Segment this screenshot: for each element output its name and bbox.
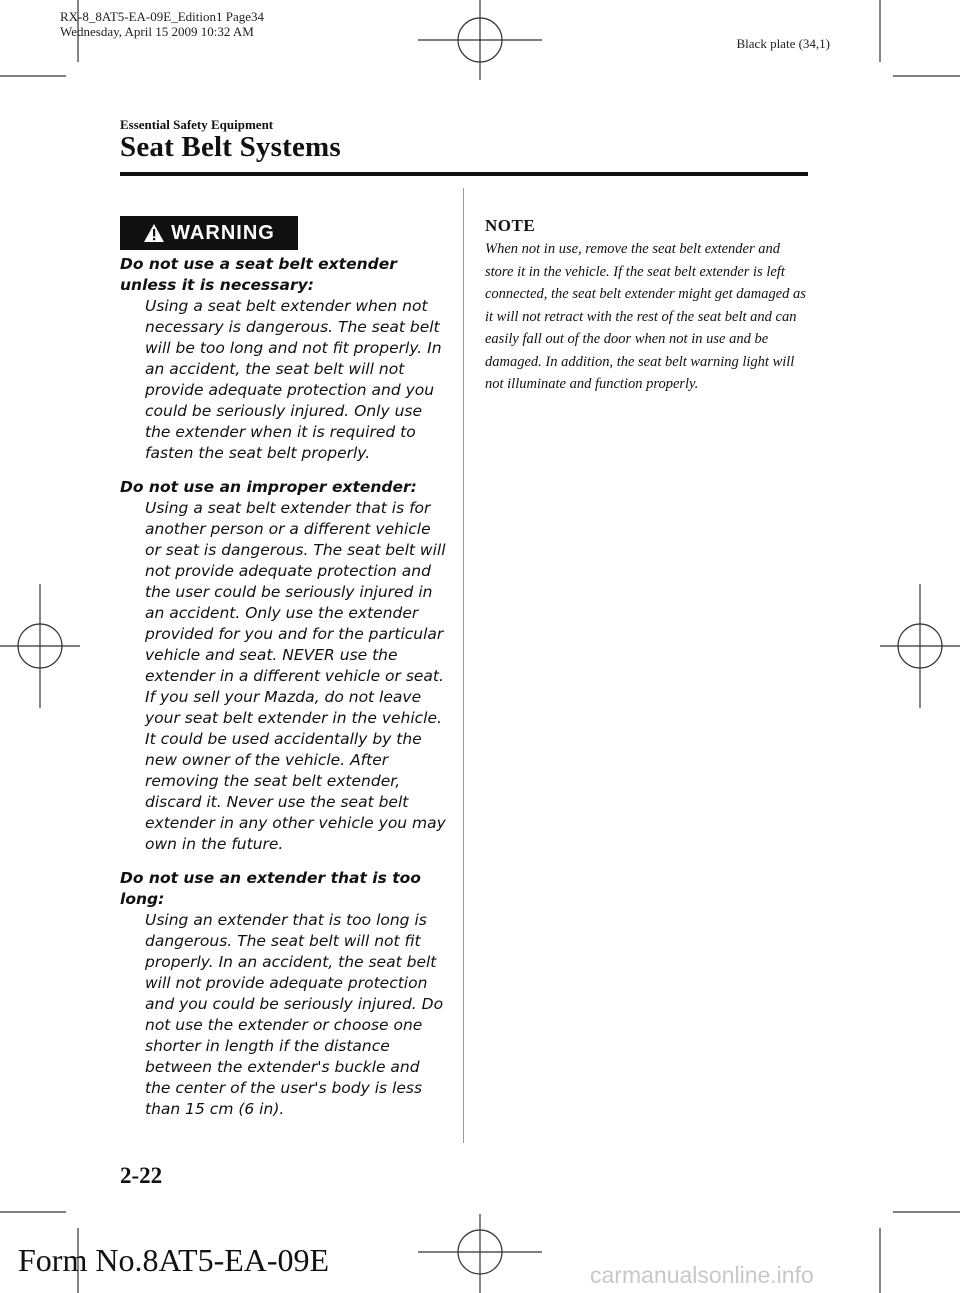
note-section (485, 216, 810, 396)
warning-icon (143, 223, 165, 243)
warning-body: Using an extender that is too long is dangerous. The seat belt will not fit properly. In an accident, the seat belt will not provide adequate protection and you could be seriously injured. Do not use the extender or choose one shorter in length if the distance between the extender's buckle and the center of the user's body is less than 15 cm (6 in). (145, 911, 444, 1118)
file-info (60, 9, 264, 39)
file-name: RX-8_8AT5-EA-09E_Edition1 Page34 (60, 9, 265, 24)
warning-item (120, 477, 448, 855)
note-title: NOTE (485, 216, 536, 235)
plate-label: Black plate (34,1) (736, 36, 830, 51)
warning-item (120, 868, 448, 1120)
warning-body: Using a seat belt extender that is for another person or a different vehicle or seat is dangerous. The seat belt will not provide adequate protection and the user could be seriously injured in an accident. Only use the extender provided for you and for the particular vehicle and seat. NEVER use the extender in a different vehicle or seat. If you sell your Mazda, do not leave your seat belt extender in the vehicle. It could be used accidentally by the new owner of the vehicle. After removing the seat belt extender, discard it. Never use the seat belt extender in any other vehicle you may own in the future. (145, 499, 446, 853)
warning-content (120, 254, 448, 1133)
section-label: Essential Safety Equipment (120, 117, 274, 132)
warning-heading: Do not use a seat belt extender unless it is necessary: (120, 255, 397, 294)
watermark: carmanualsonline.info (590, 1262, 814, 1288)
page-title: Seat Belt Systems (120, 131, 341, 163)
warning-body: Using a seat belt extender when not necessary is dangerous. The seat belt will be too long and not fit properly. In an accident, the seat belt will not provide adequate protection and you could be seriously injured. Only use the extender when it is required to fasten the seat belt properly. (145, 297, 442, 462)
page-number: 2-22 (120, 1163, 163, 1188)
note-text: When not in use, remove the seat belt extender and store it in the vehicle. If the seat belt extender is left connected, the seat belt extender might get damaged as it will not retract with the rest of the seat belt and can easily fall out of the door when not in use and be damaged. In addition, the seat belt warning light will not illuminate and function properly. (485, 241, 806, 392)
warning-heading: Do not use an improper extender: (120, 478, 417, 496)
warning-heading: Do not use an extender that is too long: (120, 869, 421, 908)
warning-banner (120, 216, 298, 250)
column-divider (463, 188, 464, 1143)
warning-item (120, 254, 448, 464)
title-rule (120, 172, 808, 176)
file-date: Wednesday, April 15 2009 10:32 AM (60, 24, 254, 39)
form-number: Form No.8AT5-EA-09E (18, 1242, 330, 1278)
warning-label: WARNING (171, 221, 275, 244)
